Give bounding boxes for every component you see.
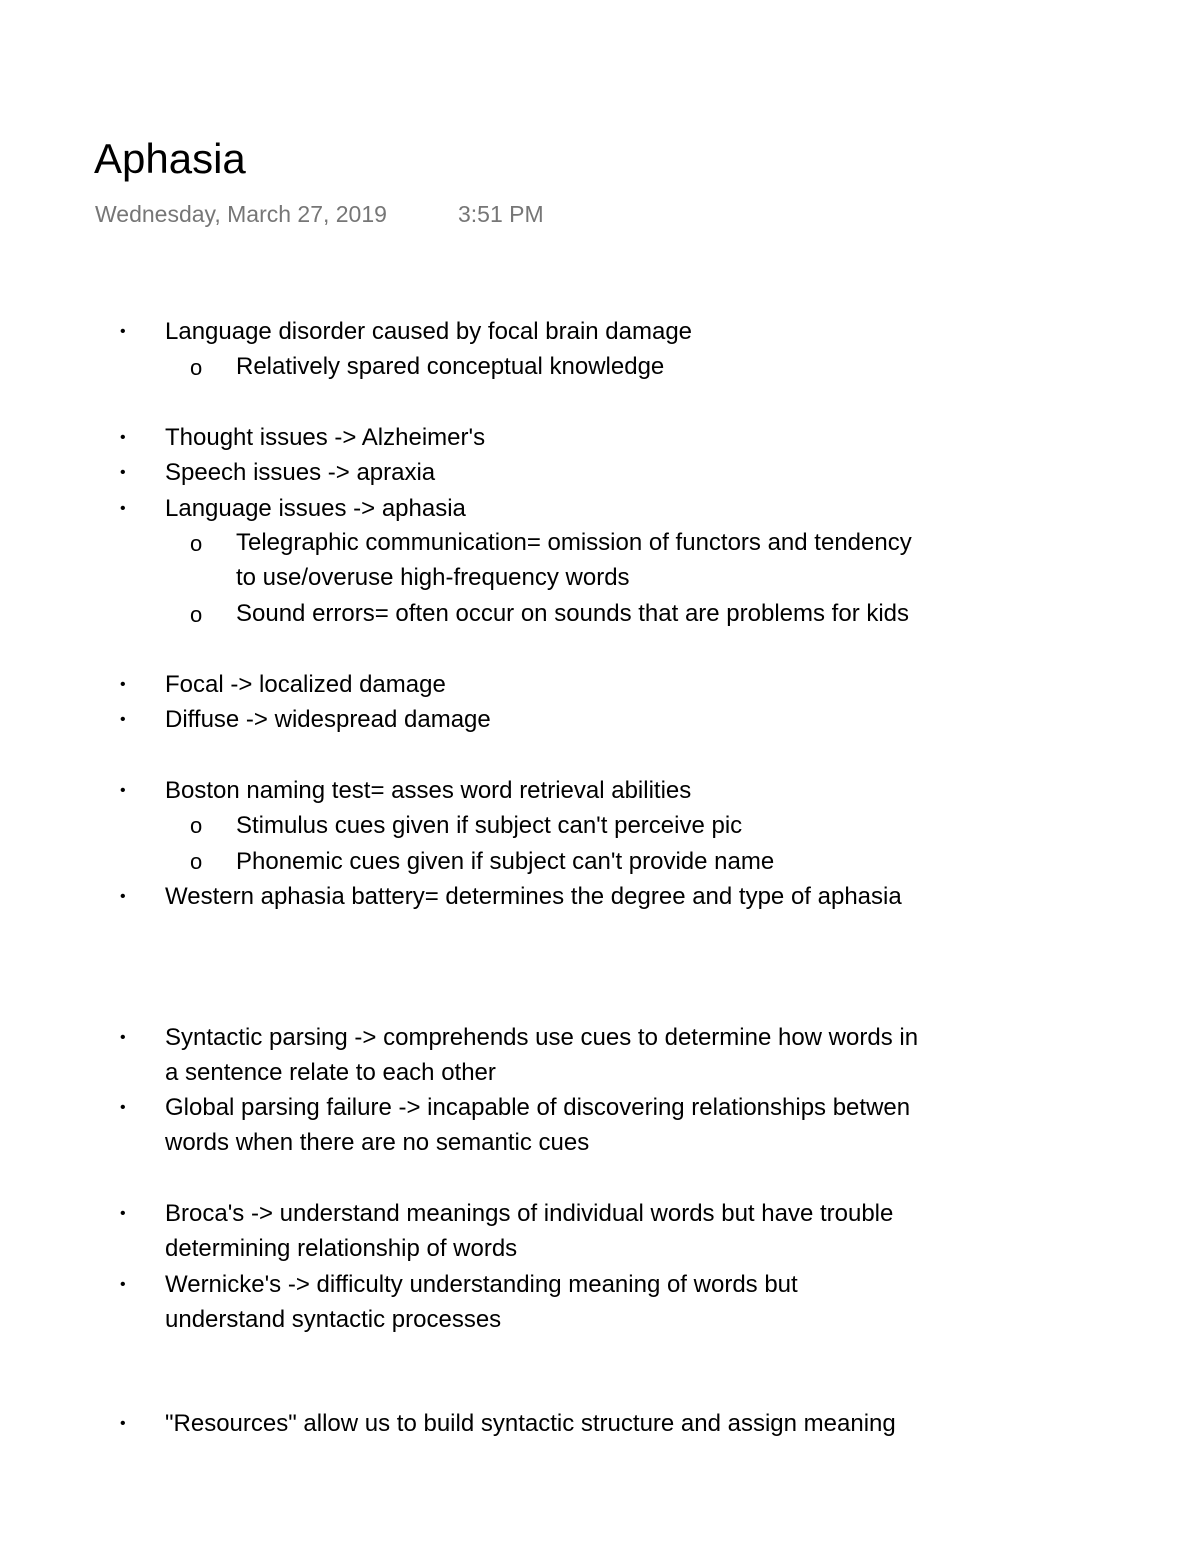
bullet-marker: • — [120, 676, 126, 693]
note-subitem-continuation: to use/overuse high-frequency words — [236, 564, 630, 591]
bullet-marker: • — [120, 323, 126, 340]
note-item: Language issues -> aphasia — [165, 495, 466, 522]
note-item: Broca's -> understand meanings of individual words but have trouble — [165, 1200, 894, 1227]
bullet-marker: • — [120, 1029, 126, 1046]
bullet-marker: • — [120, 1099, 126, 1116]
page-title: Aphasia — [94, 135, 246, 182]
bullet-marker: • — [120, 711, 126, 728]
note-item: Diffuse -> widespread damage — [165, 706, 491, 733]
page-date: Wednesday, March 27, 2019 — [95, 201, 387, 227]
note-item: Syntactic parsing -> comprehends use cues to determine how words in — [165, 1024, 919, 1051]
sub-bullet-marker: o — [190, 849, 203, 874]
note-item: "Resources" allow us to build syntactic structure and assign meaning — [165, 1410, 896, 1437]
note-subitem: Relatively spared conceptual knowledge — [236, 353, 665, 380]
bullet-marker: • — [120, 1276, 126, 1293]
bullet-marker: • — [120, 782, 126, 799]
page-time: 3:51 PM — [458, 201, 544, 227]
note-item: Boston naming test= asses word retrieval abilities — [165, 777, 692, 804]
note-item-continuation: understand syntactic processes — [165, 1306, 502, 1333]
note-subitem: Telegraphic communication= omission of functors and tendency — [236, 529, 912, 556]
bullet-marker: • — [120, 1205, 126, 1222]
sub-bullet-marker: o — [190, 813, 203, 838]
note-item: Wernicke's -> difficulty understanding meaning of words but — [165, 1271, 798, 1298]
sub-bullet-marker: o — [190, 355, 203, 380]
note-item: Focal -> localized damage — [165, 671, 446, 698]
note-subitem: Stimulus cues given if subject can't perceive pic — [236, 812, 743, 839]
sub-bullet-marker: o — [190, 531, 203, 556]
note-item: Language disorder caused by focal brain damage — [165, 318, 693, 345]
note-item-continuation: words when there are no semantic cues — [165, 1129, 590, 1156]
note-item: Speech issues -> apraxia — [165, 459, 436, 486]
bullet-marker: • — [120, 500, 126, 517]
sub-bullet-marker: o — [190, 602, 203, 627]
bullet-marker: • — [120, 429, 126, 446]
note-item: Western aphasia battery= determines the degree and type of aphasia — [165, 883, 902, 910]
bullet-marker: • — [120, 464, 126, 481]
bullet-marker: • — [120, 1415, 126, 1432]
note-subitem: Sound errors= often occur on sounds that are problems for kids — [236, 600, 910, 627]
note-item: Global parsing failure -> incapable of discovering relationships betwen — [165, 1094, 911, 1121]
note-item-continuation: determining relationship of words — [165, 1235, 518, 1262]
note-item: Thought issues -> Alzheimer's — [165, 424, 486, 451]
note-item-continuation: a sentence relate to each other — [165, 1059, 496, 1086]
bullet-marker: • — [120, 888, 126, 905]
note-subitem: Phonemic cues given if subject can't provide name — [236, 848, 775, 875]
